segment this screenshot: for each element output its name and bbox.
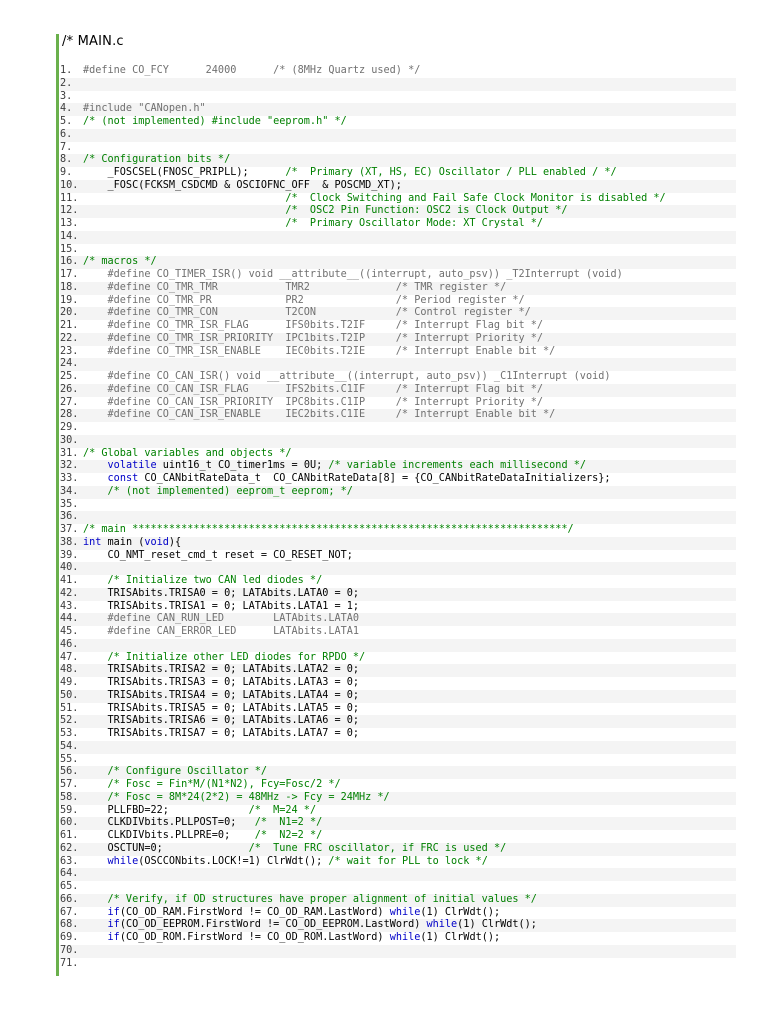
code-preprocessor: #define CO_TMR_ISR_ENABLE IEC0bits.T2IE /* Interrupt Enable bit */ — [83, 345, 556, 357]
code-line — [60, 932, 736, 945]
code-line — [60, 817, 736, 830]
code-text: uint16_t CO_timer1ms = 0U; — [156, 460, 329, 472]
code-line — [60, 945, 736, 958]
code-comment: /* wait for PLL to lock */ — [328, 855, 488, 867]
code-keyword: if — [107, 919, 120, 931]
line-number: 30. — [60, 434, 79, 446]
code-line — [60, 919, 736, 932]
code-text: CLKDIVbits.PLLPRE=0; — [83, 830, 255, 841]
code-preprocessor: #define CO_TMR_ISR_PRIORITY IPC1bits.T2IP /* Interrupt Priority */ — [83, 332, 544, 344]
line-number: 49. — [60, 677, 79, 688]
line-number: 69. — [60, 932, 79, 943]
line-number: 54. — [60, 740, 79, 752]
code-preprocessor: #define CO_CAN_ISR_ENABLE IEC2bits.C1IE /* Interrupt Enable bit */ — [83, 409, 556, 421]
line-number: 68. — [60, 919, 79, 931]
code-line — [60, 856, 736, 869]
line-number: 50. — [60, 689, 79, 701]
code-text — [83, 932, 108, 943]
line-number: 58. — [60, 791, 79, 803]
code-line — [60, 320, 736, 333]
code-text: PLLFBD=22; — [83, 804, 249, 816]
code-comment: /* (not implemented) #include "eeprom.h" */ — [83, 116, 347, 127]
code-text — [83, 460, 108, 471]
code-text: OSCTUN=0; — [83, 842, 249, 854]
line-number: 53. — [60, 728, 79, 739]
code-preprocessor: #define CO_CAN_ISR_PRIORITY IPC8bits.C1IP /* Interrupt Priority */ — [83, 396, 544, 408]
code-text: main ( — [101, 536, 145, 548]
line-number: 15. — [60, 243, 79, 255]
line-number: 22. — [60, 332, 79, 344]
code-preprocessor: #define CAN_RUN_LED LATAbits.LATA0 — [83, 613, 360, 625]
code-line — [60, 830, 736, 843]
code-line — [60, 218, 736, 231]
code-line — [60, 562, 736, 575]
code-text: (OSCCONbits.LOCK!=1) ClrWdt(); — [138, 855, 329, 867]
code-text: (CO_OD_ROM.FirstWord != CO_OD_ROM.LastWord) — [119, 932, 390, 943]
code-line — [60, 91, 736, 104]
line-number: 14. — [60, 230, 79, 242]
code-text: (1) ClrWdt(); — [420, 932, 501, 943]
code-line — [60, 499, 736, 512]
line-number: 51. — [60, 702, 79, 714]
line-number: 63. — [60, 855, 79, 867]
code-text: TRISAbits.TRISA2 = 0; LATAbits.LATA2 = 0; — [83, 664, 360, 676]
code-text: (CO_OD_EEPROM.FirstWord != CO_OD_EEPROM.LastWord) — [119, 919, 427, 931]
code-line — [60, 256, 736, 269]
line-number: 34. — [60, 485, 79, 497]
line-number: 3. — [60, 90, 73, 102]
code-line — [60, 677, 736, 690]
code-comment: /* variable increments each millisecond */ — [328, 460, 586, 472]
code-preprocessor: #define CO_CAN_ISR() void __attribute__((interrupt, auto_psv)) _C1Interrupt (void) — [83, 371, 611, 382]
code-line — [60, 537, 736, 550]
code-line — [60, 524, 736, 537]
code-keyword: if — [107, 932, 120, 943]
code-keyword: volatile — [107, 460, 157, 472]
line-number: 47. — [60, 651, 79, 663]
line-number: 12. — [60, 205, 79, 217]
code-line — [60, 142, 736, 155]
code-line — [60, 601, 736, 614]
line-number: 32. — [60, 460, 79, 472]
code-line — [60, 511, 736, 524]
code-line — [60, 907, 736, 920]
line-number: 41. — [60, 575, 79, 586]
code-gutter-bar — [56, 34, 59, 976]
line-number: 44. — [60, 613, 79, 625]
code-line — [60, 103, 736, 116]
code-text: (1) ClrWdt(); — [457, 919, 537, 931]
code-line — [60, 741, 736, 754]
code-text: CO_NMT_reset_cmd_t reset = CO_RESET_NOT; — [83, 549, 353, 561]
code-text: (CO_OD_RAM.FirstWord != CO_OD_RAM.LastWord) — [119, 906, 390, 918]
code-comment: /* Tune FRC oscillator, if FRC is used */ — [248, 842, 507, 854]
code-text — [83, 919, 108, 930]
line-number: 71. — [60, 957, 79, 969]
code-preprocessor: #define CO_TMR_TMR TMR2 /* TMR register */ — [83, 281, 507, 293]
code-line — [60, 486, 736, 499]
line-number: 2. — [60, 77, 73, 89]
code-comment: /* Fosc = Fin*M/(N1*N2), Fcy=Fosc/2 */ — [83, 779, 341, 790]
code-text: _FOSC(FCKSM_CSDCMD & OSCIOFNC_OFF & POSCMD_XT); — [83, 179, 402, 191]
code-line — [60, 295, 736, 308]
code-line — [60, 639, 736, 652]
code-keyword: if — [107, 906, 120, 918]
line-number: 37. — [60, 524, 79, 535]
line-number: 52. — [60, 715, 79, 727]
code-line — [60, 397, 736, 410]
code-text: TRISAbits.TRISA0 = 0; LATAbits.LATA0 = 0; — [83, 587, 360, 599]
code-line — [60, 346, 736, 359]
line-number: 9. — [60, 167, 73, 178]
line-number: 48. — [60, 664, 79, 676]
line-number: 56. — [60, 766, 79, 778]
line-number: 40. — [60, 562, 79, 574]
code-comment: /* Primary Oscillator Mode: XT Crystal */ — [83, 218, 544, 229]
code-keyword: while — [426, 919, 458, 931]
code-line — [60, 129, 736, 142]
code-comment: /* Primary (XT, HS, EC) Oscillator / PLL enabled / */ — [285, 167, 617, 178]
code-keyword: const — [107, 473, 139, 484]
line-number: 27. — [60, 396, 79, 408]
code-comment: /* N1=2 */ — [254, 817, 323, 829]
line-number: 19. — [60, 294, 79, 306]
line-number: 67. — [60, 906, 79, 918]
line-number: 28. — [60, 409, 79, 421]
code-line — [60, 448, 736, 461]
line-number: 17. — [60, 269, 79, 280]
line-number: 4. — [60, 103, 73, 115]
code-keyword: void — [144, 536, 169, 548]
line-number: 26. — [60, 383, 79, 395]
code-line — [60, 244, 736, 257]
code-line — [60, 652, 736, 665]
line-number: 60. — [60, 817, 79, 829]
code-line — [60, 167, 736, 180]
code-line — [60, 371, 736, 384]
code-comment: /* Initialize two CAN led diodes */ — [83, 575, 323, 586]
code-line — [60, 766, 736, 779]
line-number: 38. — [60, 536, 79, 548]
line-number: 1. — [60, 65, 73, 76]
line-number: 46. — [60, 638, 79, 650]
line-number: 61. — [60, 830, 79, 841]
code-line — [60, 728, 736, 741]
code-comment: /* N2=2 */ — [254, 830, 323, 841]
code-preprocessor: #define CO_TMR_CON T2CON /* Control register */ — [83, 307, 531, 319]
code-line — [60, 958, 736, 971]
line-number: 33. — [60, 473, 79, 484]
line-number: 36. — [60, 511, 79, 523]
code-text: TRISAbits.TRISA6 = 0; LATAbits.LATA6 = 0; — [83, 715, 360, 727]
code-line — [60, 715, 736, 728]
code-line — [60, 754, 736, 767]
code-comment: /* Global variables and objects */ — [83, 447, 292, 459]
code-line — [60, 690, 736, 703]
code-line — [60, 805, 736, 818]
code-comment: /* main ***********************************************************************/ — [83, 524, 574, 535]
line-number: 18. — [60, 281, 79, 293]
code-preprocessor: #include "CANopen.h" — [83, 103, 206, 115]
code-line — [60, 65, 736, 78]
line-number: 5. — [60, 116, 73, 127]
line-number: 11. — [60, 192, 79, 204]
code-preprocessor: #define CO_TMR_PR PR2 /* Period register */ — [83, 294, 525, 306]
code-text: ){ — [168, 536, 182, 548]
code-comment: /* M=24 */ — [248, 804, 317, 816]
code-text — [83, 856, 108, 867]
line-number: 43. — [60, 600, 79, 612]
line-number: 24. — [60, 358, 79, 370]
line-number: 62. — [60, 842, 79, 854]
line-number: 57. — [60, 779, 79, 790]
code-text — [83, 473, 108, 484]
code-text: CO_CANbitRateData_t CO_CANbitRateData[8] = {CO_CANbitRateDataInitializers}; — [138, 473, 611, 484]
code-line — [60, 703, 736, 716]
code-line — [60, 894, 736, 907]
code-comment: /* Configure Oscillator */ — [83, 766, 268, 778]
line-number: 59. — [60, 804, 79, 816]
line-number: 45. — [60, 626, 79, 637]
line-number: 6. — [60, 128, 73, 140]
code-line — [60, 333, 736, 346]
line-number: 8. — [60, 154, 73, 166]
code-line — [60, 550, 736, 563]
code-line — [60, 307, 736, 320]
code-line — [60, 180, 736, 193]
code-text — [83, 907, 108, 918]
document-title: /* MAIN.c — [62, 34, 124, 49]
line-number: 70. — [60, 944, 79, 956]
code-line — [60, 358, 736, 371]
code-line — [60, 435, 736, 448]
line-number: 42. — [60, 587, 79, 599]
line-number: 20. — [60, 307, 79, 319]
code-keyword: int — [83, 536, 102, 548]
code-text: TRISAbits.TRISA3 = 0; LATAbits.LATA3 = 0; — [83, 677, 360, 688]
code-text: TRISAbits.TRISA5 = 0; LATAbits.LATA5 = 0; — [83, 702, 360, 714]
code-line — [60, 575, 736, 588]
line-number: 10. — [60, 179, 79, 191]
code-preprocessor: #define CO_CAN_ISR_FLAG IFS2bits.C1IF /* Interrupt Flag bit */ — [83, 383, 544, 395]
line-number: 29. — [60, 422, 79, 433]
code-text: TRISAbits.TRISA1 = 0; LATAbits.LATA1 = 1; — [83, 600, 360, 612]
code-text: (1) ClrWdt(); — [420, 906, 501, 918]
code-line — [60, 205, 736, 218]
line-number: 25. — [60, 371, 79, 382]
code-preprocessor: #define CO_TIMER_ISR() void __attribute__((interrupt, auto_psv)) _T2Interrupt (void) — [83, 269, 623, 280]
code-line — [60, 154, 736, 167]
code-line — [60, 843, 736, 856]
code-line — [60, 384, 736, 397]
code-text: CLKDIVbits.PLLPOST=0; — [83, 817, 255, 829]
code-line — [60, 116, 736, 129]
code-comment: /* Configuration bits */ — [83, 154, 231, 166]
line-number: 7. — [60, 141, 73, 153]
code-comment: /* Verify, if OD structures have proper alignment of initial values */ — [83, 893, 537, 905]
code-comment: /* (not implemented) eeprom_t eeprom; */ — [83, 485, 353, 497]
code-text: TRISAbits.TRISA4 = 0; LATAbits.LATA4 = 0; — [83, 689, 360, 701]
code-line — [60, 269, 736, 282]
code-comment: /* Initialize other LED diodes for RPDO */ — [83, 651, 366, 663]
line-number: 13. — [60, 218, 79, 229]
line-number: 55. — [60, 753, 79, 765]
code-line — [60, 460, 736, 473]
code-line — [60, 473, 736, 486]
code-line — [60, 231, 736, 244]
code-comment: /* macros */ — [83, 256, 157, 268]
line-number: 21. — [60, 320, 79, 331]
code-line — [60, 792, 736, 805]
code-comment: /* Fosc = 8M*24(2*2) = 48MHz -> Fcy = 24MHz */ — [83, 791, 390, 803]
line-number: 65. — [60, 881, 79, 892]
code-preprocessor: #define CAN_ERROR_LED LATAbits.LATA1 — [83, 626, 360, 637]
code-text: _FOSCSEL(FNOSC_PRIPLL); — [83, 167, 286, 178]
line-number: 64. — [60, 868, 79, 880]
line-number: 23. — [60, 345, 79, 357]
code-keyword: while — [389, 906, 421, 918]
code-line — [60, 422, 736, 435]
line-number: 16. — [60, 256, 79, 268]
line-number: 39. — [60, 549, 79, 561]
code-line — [60, 613, 736, 626]
code-comment: /* OSC2 Pin Function: OSC2 is Clock Output */ — [83, 205, 568, 217]
code-text: TRISAbits.TRISA7 = 0; LATAbits.LATA7 = 0; — [83, 728, 360, 739]
code-preprocessor: #define CO_TMR_ISR_FLAG IFS0bits.T2IF /* Interrupt Flag bit */ — [83, 320, 544, 331]
code-line — [60, 881, 736, 894]
code-comment: /* Clock Switching and Fail Safe Clock Monitor is disabled */ — [83, 192, 666, 204]
code-line — [60, 779, 736, 792]
code-listing — [60, 65, 736, 970]
code-line — [60, 193, 736, 206]
code-keyword: while — [389, 932, 421, 943]
line-number: 66. — [60, 893, 79, 905]
code-line — [60, 78, 736, 91]
line-number: 31. — [60, 447, 79, 459]
code-keyword: while — [107, 855, 139, 867]
code-line — [60, 588, 736, 601]
code-line — [60, 409, 736, 422]
code-line — [60, 282, 736, 295]
code-line — [60, 868, 736, 881]
line-number: 35. — [60, 498, 79, 510]
code-line — [60, 664, 736, 677]
code-line — [60, 626, 736, 639]
code-preprocessor: #define CO_FCY 24000 /* (8MHz Quartz used) */ — [83, 65, 421, 76]
